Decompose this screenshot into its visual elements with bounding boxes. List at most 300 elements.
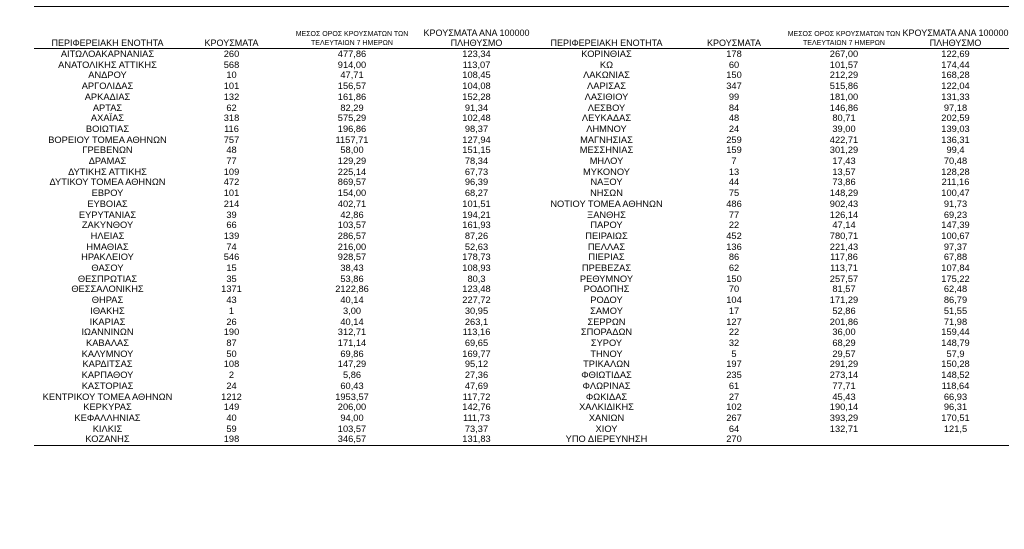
cell-region: ΛΑΚΩΝΙΑΣ <box>583 70 630 81</box>
cell-per100k: 122,04 <box>941 81 970 92</box>
table-row <box>34 392 1009 403</box>
cell-cases: 260 <box>223 49 240 59</box>
cell-avg7: 39,00 <box>832 123 856 134</box>
cell-cases: 86 <box>728 252 740 263</box>
table-row <box>34 284 1009 295</box>
col-header-region: ΠΕΡΙΦΕΡΕΙΑΚΗ ΕΝΟΤΗΤΑ <box>34 28 181 49</box>
cell-avg7: 13,57 <box>832 166 856 177</box>
cell-cases: 102 <box>726 402 742 413</box>
cell-per100k <box>902 434 1009 445</box>
cell-avg7: 216,00 <box>337 241 367 252</box>
cell-cases: 35 <box>226 273 237 284</box>
col-header-region: ΠΕΡΙΦΕΡΕΙΑΚΗ ΕΝΟΤΗΤΑ <box>531 28 682 49</box>
cell-region: ΛΗΜΝΟΥ <box>586 123 627 134</box>
cell-per100k: 69,65 <box>464 337 489 348</box>
cell-cases: 2 <box>228 370 235 381</box>
cell-cases: 60 <box>728 59 740 70</box>
cell-avg7: 42,86 <box>340 209 364 220</box>
table-row <box>34 349 1009 360</box>
cell-per100k: 152,28 <box>462 91 491 102</box>
cell-cases: 7 <box>731 156 737 167</box>
cell-region: ΚΩ <box>599 59 614 70</box>
cell-per100k: 99,4 <box>946 145 965 156</box>
cell-cases: 24 <box>728 123 740 134</box>
cell-avg7: 103,57 <box>337 423 367 434</box>
cell-per100k: 104,08 <box>462 81 491 92</box>
cell-per100k: 78,34 <box>464 156 489 167</box>
table-row <box>34 424 1009 435</box>
cell-cases: 150 <box>726 273 742 284</box>
cell-per100k: 175,22 <box>941 273 970 284</box>
cell-cases: 48 <box>226 145 237 156</box>
cell-avg7: 477,86 <box>337 49 367 59</box>
cell-region: ΑΝΔΡΟΥ <box>88 70 127 81</box>
cell-region: ΔΥΤΙΚΟΥ ΤΟΜΕΑ ΑΘΗΝΩΝ <box>49 177 166 188</box>
cell-cases: 267 <box>726 412 742 423</box>
table-row <box>34 81 1009 92</box>
cell-cases: 77 <box>728 209 740 220</box>
cell-avg7: 94,00 <box>340 412 364 423</box>
cell-avg7: 40,14 <box>340 295 364 306</box>
cell-avg7: 201,86 <box>829 316 859 327</box>
cell-per100k: 67,73 <box>464 166 489 177</box>
cell-avg7: 73,86 <box>832 177 856 188</box>
cases-table <box>34 28 1009 446</box>
cell-cases: 108 <box>223 359 240 370</box>
cell-cases: 472 <box>223 177 240 188</box>
cell-cases: 486 <box>726 198 742 209</box>
cell-region: ΑΡΤΑΣ <box>92 102 123 113</box>
col-header-avg7: ΜΕΣΟΣ ΟΡΟΣ ΚΡΟΥΣΜΑΤΩΝ ΤΩΝ ΤΕΛΕΥΤΑΙΩΝ 7 ΗΜΕΡΩΝ <box>786 28 902 49</box>
cell-cases: 75 <box>728 188 740 199</box>
cell-cases: 62 <box>728 263 740 274</box>
table-body <box>34 49 1009 446</box>
table-row <box>34 92 1009 103</box>
cell-avg7: 60,43 <box>340 380 364 391</box>
cell-avg7: 38,43 <box>340 263 364 274</box>
table-header <box>34 28 1009 49</box>
cell-region: ΚΑΛΥΜΝΟΥ <box>81 348 134 359</box>
cell-avg7: 257,57 <box>829 273 859 284</box>
cell-region: ΚΑΣΤΟΡΙΑΣ <box>81 380 134 391</box>
table-row <box>34 167 1009 178</box>
col-header-cases: ΚΡΟΥΣΜΑΤΑ <box>682 28 786 49</box>
table-row <box>34 135 1009 146</box>
col-header-cases: ΚΡΟΥΣΜΑΤΑ <box>181 28 282 49</box>
cell-region: ΤΡΙΚΑΛΩΝ <box>583 359 630 370</box>
cell-cases: 70 <box>728 284 740 295</box>
table-row <box>34 49 1009 60</box>
cell-region: ΗΡΑΚΛΕΙΟΥ <box>81 252 134 263</box>
cell-cases: 101 <box>223 188 240 199</box>
cell-avg7: 45,43 <box>832 391 856 402</box>
cell-cases: 5 <box>731 348 737 359</box>
cell-cases: 116 <box>224 123 239 134</box>
cell-cases: 87 <box>226 337 237 348</box>
cell-cases: 43 <box>226 295 237 306</box>
cell-cases: 32 <box>728 337 740 348</box>
cell-cases: 235 <box>726 370 742 381</box>
cell-per100k: 150,28 <box>941 359 970 370</box>
cell-avg7: 29,57 <box>832 348 856 359</box>
cell-per100k: 148,52 <box>941 370 970 381</box>
cell-region: ΥΠΟ ΔΙΕΡΕΥΝΗΣΗ <box>531 434 682 445</box>
cell-per100k: 52,63 <box>464 241 489 252</box>
cell-region: ΗΛΕΙΑΣ <box>90 230 125 241</box>
cell-cases: 17 <box>728 305 740 316</box>
cell-region: ΠΡΕΒΕΖΑΣ <box>581 263 632 274</box>
cell-avg7: 575,29 <box>337 113 367 124</box>
cell-cases: 197 <box>726 359 742 370</box>
cell-cases: 109 <box>223 166 240 177</box>
cell-avg7: 402,71 <box>337 198 367 209</box>
cell-avg7: 393,29 <box>829 412 859 423</box>
cell-cases: 50 <box>226 348 237 359</box>
cell-avg7: 47,71 <box>340 70 364 81</box>
cell-cases: 318 <box>223 113 240 124</box>
table-row <box>34 103 1009 114</box>
cell-per100k: 122,69 <box>941 49 970 59</box>
cell-avg7: 2122,86 <box>335 284 369 295</box>
cell-avg7: 69,86 <box>340 348 364 359</box>
cell-per100k: 194,21 <box>462 209 491 220</box>
cell-avg7: 267,00 <box>829 49 859 59</box>
cell-avg7: 132,71 <box>829 423 859 434</box>
table-row <box>34 231 1009 242</box>
cell-per100k: 67,88 <box>943 252 968 263</box>
cell-per100k: 169,77 <box>462 348 491 359</box>
cell-per100k: 27,36 <box>464 370 489 381</box>
cell-per100k: 139,03 <box>941 123 970 134</box>
table-row <box>34 338 1009 349</box>
table-row <box>34 60 1009 71</box>
cell-region: ΚΟΖΑΝΗΣ <box>34 434 181 445</box>
cell-region: ΜΑΓΝΗΣΙΑΣ <box>580 134 633 145</box>
cell-avg7: 3,00 <box>342 305 362 316</box>
cell-per100k: 147,39 <box>941 220 970 231</box>
cell-region: ΧΙΟΥ <box>595 423 618 434</box>
table-row <box>34 359 1009 370</box>
cell-per100k: 96,39 <box>464 177 489 188</box>
cell-region: ΦΘΙΩΤΙΔΑΣ <box>581 370 632 381</box>
top-rule <box>34 6 1009 7</box>
cell-cases: 139 <box>223 230 240 241</box>
cell-region: ΙΘΑΚΗΣ <box>90 305 125 316</box>
cell-avg7: 58,00 <box>340 145 364 156</box>
cell-cases: 22 <box>728 220 740 231</box>
cell-avg7: 129,29 <box>337 156 367 167</box>
cell-region: ΖΑΚΥΝΘΟΥ <box>81 220 134 231</box>
cell-region: ΒΟΡΕΙΟΥ ΤΟΜΕΑ ΑΘΗΝΩΝ <box>48 134 167 145</box>
cell-region: ΗΜΑΘΙΑΣ <box>86 241 129 252</box>
table-row <box>34 199 1009 210</box>
table-row <box>34 370 1009 381</box>
cell-region: ΑΡΓΟΛΙΔΑΣ <box>81 81 134 92</box>
cell-region: ΚΑΒΑΛΑΣ <box>86 337 129 348</box>
cell-cases: 99 <box>728 91 740 102</box>
cell-cases: 452 <box>726 230 742 241</box>
table-row <box>34 242 1009 253</box>
table-row <box>34 381 1009 392</box>
cell-cases: 64 <box>728 423 740 434</box>
cell-avg7: 68,29 <box>832 337 856 348</box>
cell-cases: 15 <box>226 263 237 274</box>
cell-region: ΑΙΤΩΛΟΑΚΑΡΝΑΝΙΑΣ <box>60 49 155 59</box>
cell-per100k: 151,15 <box>462 145 491 156</box>
cell-per100k: 178,73 <box>462 252 491 263</box>
cell-per100k: 91,73 <box>943 198 968 209</box>
cell-cases: 259 <box>726 134 742 145</box>
cell-per100k: 107,84 <box>941 263 970 274</box>
table-row <box>34 145 1009 156</box>
cell-region: ΦΩΚΙΔΑΣ <box>585 391 628 402</box>
cell-region: ΣΠΟΡΑΔΩΝ <box>580 327 633 338</box>
cell-avg7: 301,29 <box>829 145 859 156</box>
cell-per100k: 97,37 <box>943 241 968 252</box>
cell-cases: 1 <box>228 305 235 316</box>
cell-avg7: 1157,71 <box>335 134 369 145</box>
cell-avg7: 171,29 <box>829 295 859 306</box>
cell-avg7: 286,57 <box>337 230 367 241</box>
cell-avg7: 80,71 <box>832 113 856 124</box>
cell-region: ΔΥΤΙΚΗΣ ΑΤΤΙΚΗΣ <box>68 166 147 177</box>
cell-cases: 757 <box>223 134 240 145</box>
cell-cases: 1371 <box>221 284 242 295</box>
cell-per100k: 117,72 <box>462 391 491 402</box>
table-row <box>34 70 1009 81</box>
cell-cases: 84 <box>728 102 740 113</box>
cell-per100k: 91,34 <box>464 102 489 113</box>
cell-per100k: 68,27 <box>464 188 489 199</box>
cell-cases: 159 <box>726 145 742 156</box>
cell-region: ΘΗΡΑΣ <box>91 295 124 306</box>
cell-avg7: 52,86 <box>832 305 856 316</box>
cell-per100k: 131,83 <box>422 434 531 445</box>
cell-per100k: 95,12 <box>464 359 489 370</box>
cell-cases: 347 <box>726 81 742 92</box>
cell-cases: 546 <box>223 252 240 263</box>
cell-cases: 190 <box>223 327 240 338</box>
cell-cases: 101 <box>223 81 240 92</box>
cell-per100k: 70,48 <box>943 156 968 167</box>
cell-region: ΕΒΡΟΥ <box>91 188 124 199</box>
cell-avg7: 101,57 <box>829 59 859 70</box>
cell-region: ΛΕΣΒΟΥ <box>587 102 626 113</box>
cell-per100k: 57,9 <box>946 348 965 359</box>
cell-per100k: 100,47 <box>941 188 970 199</box>
cell-per100k: 118,64 <box>941 380 970 391</box>
table-row <box>34 210 1009 221</box>
cell-cases: 66 <box>226 220 237 231</box>
cell-region: ΦΛΩΡΙΝΑΣ <box>582 380 631 391</box>
cell-region: ΧΑΛΚΙΔΙΚΗΣ <box>579 402 634 413</box>
cell-avg7: 221,43 <box>829 241 859 252</box>
cell-avg7: 928,57 <box>337 252 367 263</box>
cell-per100k: 73,37 <box>464 423 489 434</box>
cell-avg7: 113,71 <box>830 263 858 274</box>
table-row <box>34 402 1009 413</box>
cell-region: ΠΕΛΛΑΣ <box>587 241 626 252</box>
cell-cases: 1212 <box>221 391 242 402</box>
cell-avg7: 422,71 <box>829 134 859 145</box>
table-row <box>34 156 1009 167</box>
table-row <box>34 220 1009 231</box>
cell-per100k: 87,26 <box>464 230 489 241</box>
cell-per100k: 111,73 <box>462 412 491 423</box>
cell-region: ΡΟΔΟΠΗΣ <box>583 284 630 295</box>
cell-cases: 24 <box>226 380 237 391</box>
cell-per100k: 123,48 <box>462 284 491 295</box>
cell-avg7: 53,86 <box>340 273 364 284</box>
cell-region: ΚΕΝΤΡΙΚΟΥ ΤΟΜΕΑ ΑΘΗΝΩΝ <box>42 391 173 402</box>
cell-per100k: 69,23 <box>943 209 968 220</box>
cell-region: ΘΕΣΣΑΛΟΝΙΚΗΣ <box>71 284 144 295</box>
table-row <box>34 177 1009 188</box>
cell-per100k: 108,45 <box>462 70 491 81</box>
cell-per100k: 100,67 <box>941 230 970 241</box>
cell-cases: 198 <box>181 434 282 445</box>
cell-region: ΚΟΡΙΝΘΙΑΣ <box>581 49 632 59</box>
cell-avg7: 780,71 <box>829 230 859 241</box>
cell-cases: 62 <box>226 102 237 113</box>
cell-avg7: 103,57 <box>337 220 367 231</box>
cell-per100k: 80,3 <box>467 273 486 284</box>
cell-region: ΠΕΙΡΑΙΩΣ <box>585 230 628 241</box>
col-header-per100k: ΚΡΟΥΣΜΑΤΑ ΑΝΑ 100000 ΠΛΗΘΥΣΜΟ <box>423 28 530 48</box>
cell-per100k: 96,31 <box>943 402 968 413</box>
cell-avg7: 196,86 <box>337 123 367 134</box>
cell-cases: 39 <box>226 209 237 220</box>
cell-per100k: 142,76 <box>462 402 491 413</box>
cell-per100k: 161,93 <box>462 220 491 231</box>
cell-per100k: 66,93 <box>943 391 968 402</box>
cell-region: ΜΕΣΣΗΝΙΑΣ <box>579 145 634 156</box>
cell-avg7: 47,14 <box>832 220 856 231</box>
col-header-avg7: ΜΕΣΟΣ ΟΡΟΣ ΚΡΟΥΣΜΑΤΩΝ ΤΩΝ ΤΕΛΕΥΤΑΙΩΝ 7 ΗΜΕΡΩΝ <box>282 28 422 49</box>
col-header-per100k: ΚΡΟΥΣΜΑΤΑ ΑΝΑ 100000 ΠΛΗΘΥΣΜΟ <box>902 28 1009 48</box>
cell-cases: 74 <box>226 241 237 252</box>
cell-region: ΛΑΡΙΣΑΣ <box>587 81 626 92</box>
cell-avg7: 156,57 <box>337 81 367 92</box>
cell-region: ΚΕΡΚΥΡΑΣ <box>83 402 132 413</box>
cell-region: ΕΥΒΟΙΑΣ <box>87 198 128 209</box>
cell-region: ΘΕΣΠΡΩΤΙΑΣ <box>77 273 138 284</box>
cell-per100k: 170,51 <box>941 412 970 423</box>
cell-avg7: 82,29 <box>340 102 364 113</box>
cell-region: ΡΟΔΟΥ <box>590 295 623 306</box>
cell-avg7: 312,71 <box>337 327 367 338</box>
cell-avg7: 36,00 <box>832 327 856 338</box>
cell-cases: 26 <box>226 316 237 327</box>
cell-avg7: 148,29 <box>829 188 859 199</box>
cell-avg7: 147,29 <box>337 359 367 370</box>
cell-cases: 22 <box>728 327 740 338</box>
cell-avg7: 1953,57 <box>335 391 369 402</box>
cell-cases: 127 <box>726 316 742 327</box>
cell-avg7: 40,14 <box>340 316 364 327</box>
cell-per100k: 174,44 <box>941 59 970 70</box>
table-row <box>34 113 1009 124</box>
cell-per100k: 148,79 <box>941 337 970 348</box>
table-row <box>34 263 1009 274</box>
cell-region: ΑΡΚΑΔΙΑΣ <box>84 91 131 102</box>
cell-per100k: 136,31 <box>941 134 970 145</box>
cell-per100k: 202,59 <box>941 113 970 124</box>
cell-per100k: 102,48 <box>462 113 491 124</box>
cell-per100k: 123,34 <box>462 49 491 59</box>
cell-per100k: 168,28 <box>941 70 970 81</box>
cell-region: ΧΑΝΙΩΝ <box>588 412 625 423</box>
cell-per100k: 263,1 <box>464 316 489 327</box>
cell-cases: 44 <box>728 177 740 188</box>
cell-avg7: 346,57 <box>282 434 422 445</box>
cell-region: ΓΡΕΒΕΝΩΝ <box>82 145 133 156</box>
cell-per100k: 86,79 <box>943 295 968 306</box>
cell-cases: 214 <box>223 198 240 209</box>
cell-region: ΡΕΘΥΜΝΟΥ <box>579 273 634 284</box>
table-row <box>34 124 1009 135</box>
cell-per100k: 227,72 <box>462 295 491 306</box>
cell-region: ΔΡΑΜΑΣ <box>88 156 127 167</box>
cell-per100k: 98,37 <box>464 123 489 134</box>
cell-per100k: 159,44 <box>941 327 970 338</box>
cell-avg7: 161,86 <box>337 91 367 102</box>
cell-per100k: 71,98 <box>943 316 968 327</box>
cell-cases: 136 <box>726 241 742 252</box>
cell-region: ΣΕΡΡΩΝ <box>587 316 626 327</box>
cell-per100k: 128,28 <box>941 166 970 177</box>
cell-region: ΝΗΣΩΝ <box>590 188 623 199</box>
cell-per100k: 113,07 <box>462 59 491 70</box>
cell-per100k: 113,16 <box>462 327 491 338</box>
cell-avg7: 181,00 <box>829 91 859 102</box>
cell-region: ΜΥΚΟΝΟΥ <box>583 166 630 177</box>
table-row <box>34 413 1009 424</box>
cell-region: ΘΑΣΟΥ <box>91 263 124 274</box>
cell-avg7: 291,29 <box>829 359 859 370</box>
cell-region: ΚΙΛΚΙΣ <box>92 423 123 434</box>
cell-avg7: 154,00 <box>337 188 367 199</box>
cell-region: ΑΝΑΤΟΛΙΚΗΣ ΑΤΤΙΚΗΣ <box>58 59 157 70</box>
cell-avg7: 273,14 <box>829 370 859 381</box>
cell-avg7: 869,57 <box>337 177 367 188</box>
table-row <box>34 327 1009 338</box>
cell-avg7: 77,71 <box>832 380 856 391</box>
cell-cases: 132 <box>223 91 240 102</box>
cell-avg7: 212,29 <box>829 70 859 81</box>
cell-cases: 59 <box>226 423 237 434</box>
cell-avg7: 902,43 <box>829 198 859 209</box>
cell-region: ΤΗΝΟΥ <box>590 348 623 359</box>
cell-avg7: 914,00 <box>337 59 367 70</box>
cell-region: ΒΟΙΩΤΙΑΣ <box>85 123 130 134</box>
cell-per100k: 47,69 <box>464 380 489 391</box>
cell-cases: 104 <box>726 295 742 306</box>
cell-avg7: 171,14 <box>337 337 367 348</box>
cell-region: ΠΑΡΟΥ <box>590 220 623 231</box>
cell-region: ΛΑΣΙΘΙΟΥ <box>584 91 629 102</box>
cell-region: ΛΕΥΚΑΔΑΣ <box>581 113 632 124</box>
cell-cases: 178 <box>726 49 742 59</box>
cell-per100k: 131,33 <box>941 91 970 102</box>
cell-region: ΣΥΡΟΥ <box>590 337 623 348</box>
cell-avg7: 206,00 <box>337 402 367 413</box>
cell-cases: 61 <box>728 380 740 391</box>
cell-per100k: 51,55 <box>943 305 968 316</box>
cell-region: ΙΚΑΡΙΑΣ <box>89 316 126 327</box>
cell-region: ΚΕΦΑΛΛΗΝΙΑΣ <box>74 412 141 423</box>
cell-cases: 27 <box>728 391 740 402</box>
